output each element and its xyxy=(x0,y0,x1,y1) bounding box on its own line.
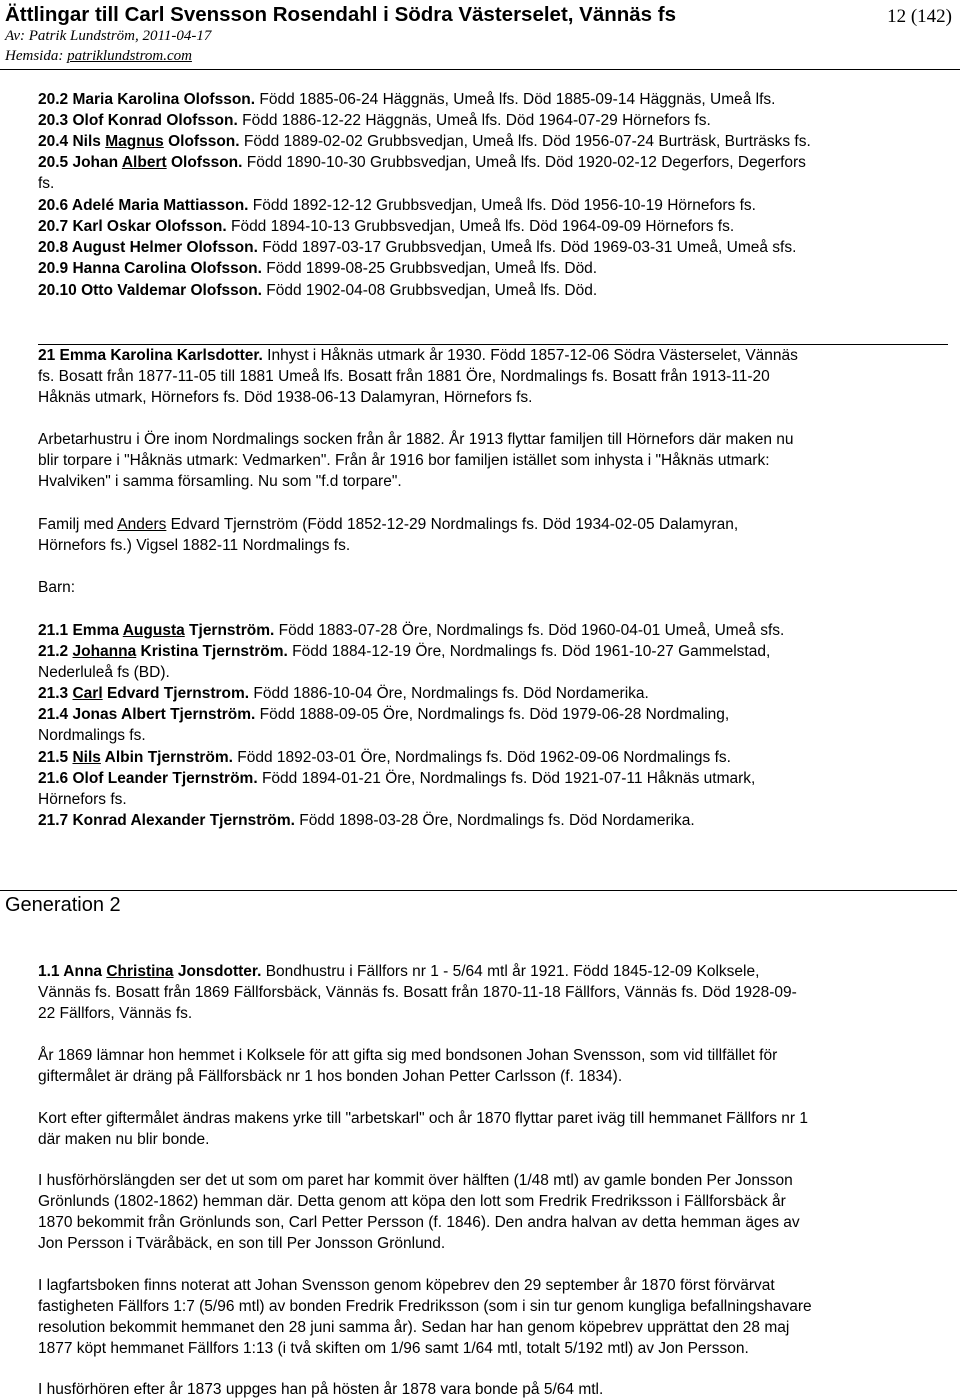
entry-details: Född 1883-07-28 Öre, Nordmalings fs. Död 1960-04-01 Umeå, Umeå sfs. xyxy=(274,622,785,639)
child-entry-line xyxy=(38,259,597,279)
child-entry-line xyxy=(38,238,796,258)
child-entry-line xyxy=(38,281,597,301)
paragraph-line: Kort efter giftermålet ändras makens yrke till "arbetskarl" och år 1870 flyttar paret iväg till hemmanet Fällfors nr 1 xyxy=(38,1110,808,1127)
paragraph-line: Hvalviken" i samma församling. Nu som "f.d torpare". xyxy=(38,473,402,490)
child-entry-line xyxy=(38,90,776,110)
entry-details: Född 1902-04-08 Grubbsvedjan, Umeå lfs. Död. xyxy=(261,282,598,299)
entry-details: Född 1898-03-28 Öre, Nordmalings fs. Död Nordamerika. xyxy=(294,812,695,829)
entry-details: Född 1890-10-30 Grubbsvedjan, Umeå lfs. Död 1920-02-12 Degerfors, Degerfors xyxy=(242,154,806,171)
entry-details: Född 1888-09-05 Öre, Nordmalings fs. Död 1979-06-28 Nordmaling, xyxy=(255,706,730,723)
child-entry-line xyxy=(38,174,54,194)
entry-name: 20.3 Olof Konrad Olofsson. xyxy=(38,112,238,129)
entry-name: 20.2 Maria Karolina Olofsson. xyxy=(38,91,256,108)
child-entry-line xyxy=(38,748,731,768)
paragraph-line: År 1869 lämnar hon hemmet i Kolksele för att gifta sig med bondsonen Johan Svensson, som vid tillfället för xyxy=(38,1047,778,1064)
header-title: Ättlingar till Carl Svensson Rosendahl i Södra Västerselet, Vännäs fs xyxy=(5,3,677,26)
generation-heading: Generation 2 xyxy=(5,894,121,916)
person-entry-line xyxy=(38,346,798,366)
entry-name: 21.4 Jonas Albert Tjernström. xyxy=(38,706,256,723)
entry-details: Född 1889-02-02 Grubbsvedjan, Umeå lfs. Död 1956-07-24 Burträsk, Burträsks fs. xyxy=(239,133,811,150)
paragraph-line: fastigheten Fällfors 1:7 (5/96 mtl) av bonden Fredrik Fredriksson (som i sin tur genom kungliga befallningshavare xyxy=(38,1298,812,1315)
child-entry-line xyxy=(38,132,811,152)
paragraph-line: Jon Persson i Tväråbäck, en son till Per Jonsson Grönlund. xyxy=(38,1235,446,1252)
site-link[interactable]: patriklundstrom.com xyxy=(67,48,192,64)
entry-name-end: Olofsson. xyxy=(166,154,243,171)
paragraph-line: I husförhörslängden ser det ut som om paret har kommit över hälften (1/48 mtl) av gamle bonden Per Jonsson xyxy=(38,1172,793,1189)
children-label: Barn: xyxy=(38,579,76,596)
entry-callname: Magnus xyxy=(105,133,164,150)
paragraph-line: blir torpare i "Håknäs utmark: Vedmarken". Från år 1916 bor familjen istället som inhysta i "Håknäs utmark: xyxy=(38,452,770,469)
entry-details: Inhyst i Håknäs utmark år 1930. Född 1857-12-06 Södra Västerselet, Vännäs xyxy=(262,347,798,364)
person-entry-line xyxy=(38,1004,192,1024)
page-number: 12 (142) xyxy=(887,6,952,27)
header-site xyxy=(5,48,192,65)
entry-text: Nederluleå fs (BD). xyxy=(38,664,170,681)
entry-details: Född 1886-10-04 Öre, Nordmalings fs. Död Nordamerika. xyxy=(249,685,649,702)
entry-details: Född 1885-06-24 Häggnäs, Umeå lfs. Död 1885-09-14 Häggnäs, Umeå lfs. xyxy=(255,91,776,108)
entry-name-end: Kristina Tjernström. xyxy=(136,643,288,660)
paragraph-line: giftermålet är dräng på Fällforsbäck nr 1 hos bonden Johan Petter Carlsson (f. 1834). xyxy=(38,1068,623,1085)
paragraph-line: Arbetarhustru i Öre inom Nordmalings socken från år 1882. År 1913 flyttar familjen till Hörnefors där maken nu xyxy=(38,431,794,448)
child-entry-line xyxy=(38,153,806,173)
entry-name: 20.8 August Helmer Olofsson. xyxy=(38,239,258,256)
paragraph-line: Grönlunds (1802-1862) hemman där. Detta genom att köpa den lott som Fredrik Fredriksson i Fällforsbäck år xyxy=(38,1193,786,1210)
entry-details: Född 1884-12-19 Öre, Nordmalings fs. Död 1961-10-27 Gammelstad, xyxy=(287,643,771,660)
entry-name-start: 21.3 xyxy=(38,685,73,702)
entry-callname: Carl xyxy=(72,685,103,702)
entry-text: 22 Fällfors, Vännäs fs. xyxy=(38,1005,193,1022)
entry-name-start: 21.5 xyxy=(38,749,73,766)
child-entry-line xyxy=(38,621,784,641)
entry-name-start: 21.2 xyxy=(38,643,73,660)
entry-name-end: Edvard Tjernstrom. xyxy=(102,685,250,702)
entry-details: Född 1897-03-17 Grubbsvedjan, Umeå lfs. Död 1969-03-31 Umeå, Umeå sfs. xyxy=(257,239,797,256)
entry-text: Vännäs fs. Bosatt från 1869 Fällforsbäck, Vännäs fs. Bosatt från 1870-11-18 Fällfors, Vännäs fs. Död 1928-09- xyxy=(38,984,797,1001)
child-entry-line xyxy=(38,726,146,746)
child-entry-line xyxy=(38,196,756,216)
entry-name-end: Olofsson. xyxy=(163,133,240,150)
entry-callname: Albert xyxy=(121,154,167,171)
entry-text: Hörnefors fs. xyxy=(38,791,127,808)
child-entry-line xyxy=(38,642,770,662)
family-text: Familj med xyxy=(38,516,118,533)
paragraph-line: 1870 bekommit från Grönlunds son, Carl Petter Persson (f. 1846). Den andra halvan av detta hemman äges av xyxy=(38,1214,800,1231)
entry-name: 21.6 Olof Leander Tjernström. xyxy=(38,770,258,787)
paragraph-line: I lagfartsboken finns noterat att Johan Svensson genom köpebrev den 29 september år 1870 först förvärvat xyxy=(38,1277,775,1294)
site-label: Hemsida: xyxy=(5,48,68,64)
generation-rule xyxy=(0,890,957,891)
paragraph-line: I husförhören efter år 1873 uppges han på hösten år 1878 vara bonde på 5/64 mtl. xyxy=(38,1381,604,1398)
person-entry-line xyxy=(38,367,770,387)
entry-details: Född 1894-01-21 Öre, Nordmalings fs. Död 1921-07-11 Håknäs utmark, xyxy=(257,770,756,787)
paragraph-line: resolution bekommit hemmanet den 28 juni samma år). Sedan har han genom köpebrev upprättat den 28 maj xyxy=(38,1319,790,1336)
entry-name: 21 Emma Karolina Karlsdotter. xyxy=(38,347,263,364)
entry-details: Född 1892-03-01 Öre, Nordmalings fs. Död 1962-09-06 Nordmalings fs. xyxy=(232,749,731,766)
entry-name-end: Albin Tjernström. xyxy=(100,749,233,766)
entry-details: Född 1886-12-22 Häggnäs, Umeå lfs. Död 1964-07-29 Hörnefors fs. xyxy=(237,112,711,129)
entry-callname: Johanna xyxy=(72,643,137,660)
entry-name-end: Tjernström. xyxy=(184,622,275,639)
section-rule xyxy=(38,344,948,345)
child-entry-line xyxy=(38,217,734,237)
entry-callname: Nils xyxy=(72,749,101,766)
entry-name: 20.6 Adelé Maria Mattiasson. xyxy=(38,197,249,214)
entry-text: fs. Bosatt från 1877-11-05 till 1881 Umeå lfs. Bosatt från 1881 Öre, Nordmalings fs. Bosatt från 1913-11-20 xyxy=(38,368,770,385)
entry-details: Född 1892-12-12 Grubbsvedjan, Umeå lfs. Död 1956-10-19 Hörnefors fs. xyxy=(248,197,756,214)
family-text: Edvard Tjernström (Född 1852-12-29 Nordmalings fs. Död 1934-02-05 Dalamyran, xyxy=(166,516,739,533)
entry-details: Bondhustru i Fällfors nr 1 - 5/64 mtl år 1921. Född 1845-12-09 Kolksele, xyxy=(261,963,760,980)
child-entry-line xyxy=(38,111,711,131)
child-entry-line xyxy=(38,705,729,725)
child-entry-line xyxy=(38,684,649,704)
entry-name: 20.10 Otto Valdemar Olofsson. xyxy=(38,282,262,299)
child-entry-line xyxy=(38,790,127,810)
entry-name: 21.7 Konrad Alexander Tjernström. xyxy=(38,812,295,829)
paragraph-line: där maken nu blir bonde. xyxy=(38,1131,210,1148)
entry-name-start: 21.1 Emma xyxy=(38,622,123,639)
paragraph-line: 1877 köpt hemmanet Fällfors 1:13 (i två skiften om 1/96 samt 1/64 mtl, totalt 5/192 mtl) av Jon Persson. xyxy=(38,1340,749,1357)
entry-details: Född 1894-10-13 Grubbsvedjan, Umeå lfs. Död 1964-09-09 Hörnefors fs. xyxy=(226,218,735,235)
family-line: Hörnefors fs.) Vigsel 1882-11 Nordmalings fs. xyxy=(38,537,351,554)
spouse-callname: Anders xyxy=(117,516,167,533)
entry-callname: Christina xyxy=(106,963,174,980)
entry-name: 20.9 Hanna Carolina Olofsson. xyxy=(38,260,262,277)
child-entry-line xyxy=(38,663,170,683)
header-divider xyxy=(0,69,960,70)
person-entry-line xyxy=(38,388,533,408)
entry-name: 20.7 Karl Oskar Olofsson. xyxy=(38,218,227,235)
person-entry-line xyxy=(38,983,797,1003)
entry-name-start: 20.5 Johan xyxy=(38,154,122,171)
entry-callname: Augusta xyxy=(122,622,185,639)
entry-text: Nordmalings fs. xyxy=(38,727,146,744)
child-entry-line xyxy=(38,769,755,789)
entry-details: Född 1899-08-25 Grubbsvedjan, Umeå lfs. Död. xyxy=(261,260,598,277)
person-entry-line xyxy=(38,962,759,982)
entry-name-start: 20.4 Nils xyxy=(38,133,106,150)
family-line xyxy=(38,515,738,535)
child-entry-line xyxy=(38,811,695,831)
entry-text: Håknäs utmark, Hörnefors fs. Död 1938-06-13 Dalamyran, Hörnefors fs. xyxy=(38,389,533,406)
header-author: Av: Patrik Lundström, 2011-04-17 xyxy=(5,28,212,44)
entry-name-end: Jonsdotter. xyxy=(173,963,262,980)
entry-name-start: 1.1 Anna xyxy=(38,963,107,980)
entry-text: fs. xyxy=(38,175,55,192)
